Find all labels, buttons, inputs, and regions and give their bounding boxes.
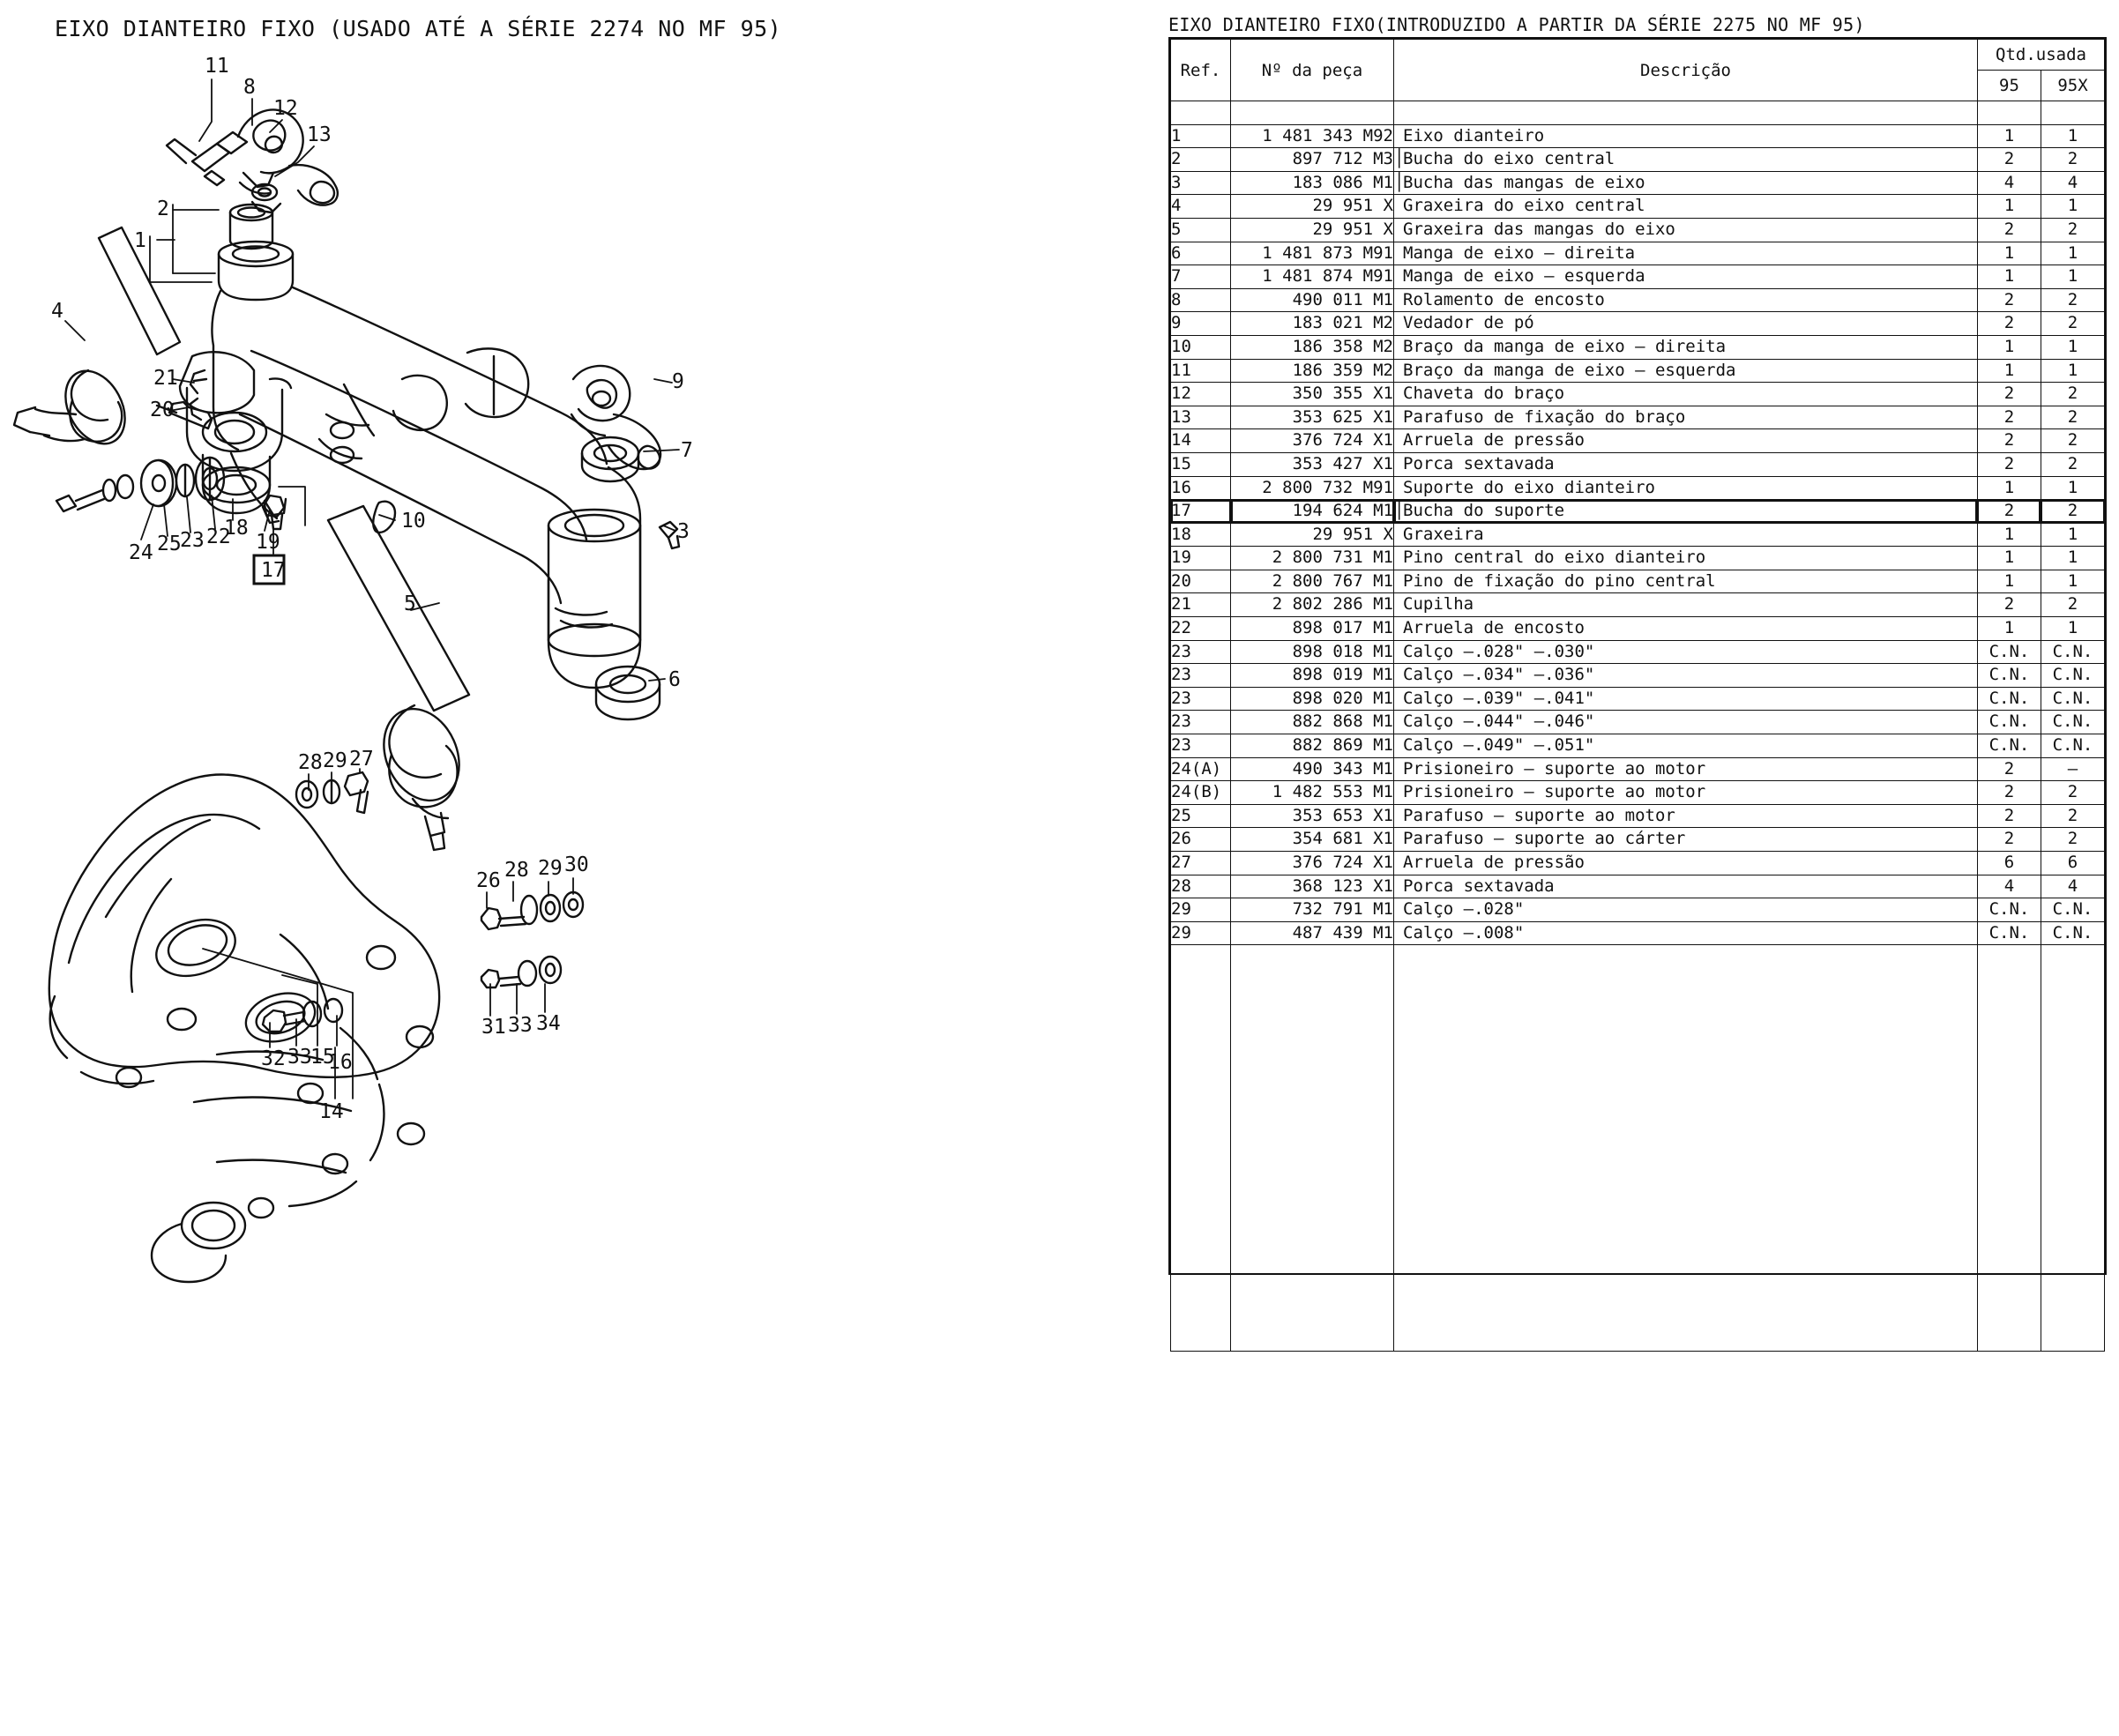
cell-part-no: 29 951 X [1231, 195, 1394, 219]
cell-part-no: 29 951 X [1231, 523, 1394, 547]
cell-description: Arruela de encosto [1394, 617, 1978, 641]
callout-14: 14 [319, 1100, 344, 1123]
cell-qty-95: 2 [1977, 593, 2041, 617]
cell-part-no: 1 482 553 M1 [1231, 781, 1394, 805]
cell-qty-95x: C.N. [2041, 898, 2104, 922]
callout-20: 20 [150, 399, 175, 421]
cell-ref: 13 [1171, 406, 1231, 429]
figure-title: EIXO DIANTEIRO FIXO (USADO ATÉ A SÉRIE 2274 NO MF 95) [55, 16, 782, 41]
cell-qty-95x: 2 [2041, 218, 2104, 242]
cell-description: Prisioneiro – suporte ao motor [1394, 757, 1978, 781]
table-row[interactable] [1171, 593, 2105, 617]
cell-qty-95x: 6 [2041, 852, 2104, 875]
cell-description: Chaveta do braço [1394, 383, 1978, 406]
cell-qty-95: 2 [1977, 406, 2041, 429]
cell-description: Calço –.039" –.041" [1394, 687, 1978, 711]
cell-ref: 6 [1171, 242, 1231, 265]
cell-qty-95x: 2 [2041, 804, 2104, 828]
cell-part-no: 350 355 X1 [1231, 383, 1394, 406]
cell-part-no: 353 653 X1 [1231, 804, 1394, 828]
callout-29-top: 29 [323, 749, 347, 772]
part-seal-7 [582, 437, 638, 481]
cell-qty-95x: C.N. [2041, 711, 2104, 734]
cell-qty-95: 2 [1977, 828, 2041, 852]
cell-ref: 26 [1171, 828, 1231, 852]
callout-labels [51, 55, 693, 1123]
cell-qty-95: 2 [1977, 383, 2041, 406]
cell-ref: 9 [1171, 312, 1231, 336]
cell-description: Calço –.044" –.046" [1394, 711, 1978, 734]
cell-ref: 14 [1171, 429, 1231, 453]
cell-qty-95: 2 [1977, 781, 2041, 805]
cell-qty-95: 1 [1977, 617, 2041, 641]
table-row[interactable] [1171, 781, 2105, 805]
callout-9: 9 [672, 370, 684, 393]
callout-11: 11 [205, 55, 229, 78]
cell-part-no: 353 427 X1 [1231, 452, 1394, 476]
table-row[interactable] [1171, 195, 2105, 219]
cell-description: Porca sextavada [1394, 452, 1978, 476]
callout-33b: 33 [508, 1014, 533, 1037]
callout-5: 5 [404, 592, 416, 615]
cell-ref: 3 [1171, 171, 1231, 195]
callout-15: 15 [310, 1046, 335, 1069]
table-row[interactable] [1171, 288, 2105, 312]
cell-qty-95: 1 [1977, 359, 2041, 383]
cell-qty-95x: 1 [2041, 124, 2104, 148]
cell-qty-95x: 2 [2041, 288, 2104, 312]
cell-qty-95x: 2 [2041, 828, 2104, 852]
callout-32: 32 [261, 1047, 286, 1070]
callout-1: 1 [134, 229, 146, 252]
part-axle-support-casting [49, 775, 439, 1282]
cell-description: Parafuso de fixação do braço [1394, 406, 1978, 429]
cell-description: Pino de fixação do pino central [1394, 570, 1978, 593]
cell-qty-95: 4 [1977, 875, 2041, 898]
cell-qty-95: 2 [1977, 500, 2041, 524]
cell-part-no: 2 800 767 M1 [1231, 570, 1394, 593]
cell-part-no: 898 017 M1 [1231, 617, 1394, 641]
cell-description: Calço –.028" –.030" [1394, 640, 1978, 664]
cell-qty-95: 1 [1977, 265, 2041, 289]
cell-part-no: 29 951 X [1231, 218, 1394, 242]
cell-ref: 23 [1171, 640, 1231, 664]
cell-qty-95: 6 [1977, 852, 2041, 875]
cell-qty-95x: 1 [2041, 476, 2104, 500]
cell-part-no: 487 439 M1 [1231, 921, 1394, 945]
table-row[interactable] [1171, 312, 2105, 336]
callout-8: 8 [243, 76, 256, 99]
th-ref: Ref. [1171, 40, 1231, 101]
cell-qty-95x: 2 [2041, 148, 2104, 172]
cell-ref: 29 [1171, 921, 1231, 945]
cell-qty-95: C.N. [1977, 734, 2041, 758]
cell-part-no: 897 712 M3 [1231, 148, 1394, 172]
cell-ref: 24(A) [1171, 757, 1231, 781]
callout-26: 26 [476, 869, 501, 892]
cell-qty-95x: 2 [2041, 406, 2104, 429]
table-row[interactable] [1171, 547, 2105, 570]
cell-ref: 22 [1171, 617, 1231, 641]
cell-qty-95x: 1 [2041, 335, 2104, 359]
table-row[interactable] [1171, 921, 2105, 945]
cell-qty-95x: 4 [2041, 875, 2104, 898]
cell-qty-95: 1 [1977, 195, 2041, 219]
table-row[interactable] [1171, 852, 2105, 875]
table-row[interactable] [1171, 640, 2105, 664]
table-row[interactable] [1171, 383, 2105, 406]
cell-part-no: 898 020 M1 [1231, 687, 1394, 711]
cell-qty-95x: 2 [2041, 593, 2104, 617]
cell-qty-95: 2 [1977, 429, 2041, 453]
cell-description: Calço –.049" –.051" [1394, 734, 1978, 758]
parts-table-panel [1151, 0, 2119, 1736]
cell-qty-95: 2 [1977, 312, 2041, 336]
cell-ref: 18 [1171, 523, 1231, 547]
table-row[interactable] [1171, 429, 2105, 453]
part-steering-arm-right-9 [571, 366, 660, 469]
cell-description: Eixo dianteiro [1394, 124, 1978, 148]
cell-qty-95: 2 [1977, 804, 2041, 828]
cell-part-no: 186 358 M2 [1231, 335, 1394, 359]
cell-qty-95: C.N. [1977, 898, 2041, 922]
cell-qty-95x: 2 [2041, 781, 2104, 805]
cell-ref: 7 [1171, 265, 1231, 289]
table-row[interactable] [1171, 617, 2105, 641]
table-row[interactable] [1171, 875, 2105, 898]
callout-28-top: 28 [298, 751, 323, 774]
cell-qty-95x: 1 [2041, 570, 2104, 593]
callout-13: 13 [307, 123, 332, 146]
cell-ref: 16 [1171, 476, 1231, 500]
part-spindle-lower-5 [328, 506, 474, 850]
cell-qty-95: 2 [1977, 288, 2041, 312]
cell-ref: 28 [1171, 875, 1231, 898]
cell-qty-95: 1 [1977, 242, 2041, 265]
cell-ref: 25 [1171, 804, 1231, 828]
callout-19: 19 [256, 531, 280, 554]
cell-part-no: 1 481 873 M91 [1231, 242, 1394, 265]
cell-ref: 29 [1171, 898, 1231, 922]
cell-part-no: 882 869 M1 [1231, 734, 1394, 758]
cell-ref: 23 [1171, 734, 1231, 758]
table-row[interactable] [1171, 406, 2105, 429]
callout-17-highlight [254, 555, 286, 584]
cell-description: Graxeira [1394, 523, 1978, 547]
callout-10: 10 [401, 510, 426, 533]
cell-qty-95: 4 [1977, 171, 2041, 195]
cell-description: │Bucha do eixo central [1394, 148, 1978, 172]
table-row[interactable] [1171, 359, 2105, 383]
callout-28-mid: 28 [504, 859, 529, 882]
cell-qty-95: C.N. [1977, 711, 2041, 734]
cell-qty-95: C.N. [1977, 640, 2041, 664]
cell-qty-95: 1 [1977, 547, 2041, 570]
callout-24: 24 [129, 541, 153, 564]
cell-ref: 1 [1171, 124, 1231, 148]
cell-description: Calço –.034" –.036" [1394, 664, 1978, 688]
cell-ref: 23 [1171, 687, 1231, 711]
part-bushing-6 [596, 667, 660, 719]
cell-ref: 4 [1171, 195, 1231, 219]
cell-qty-95x: 2 [2041, 383, 2104, 406]
table-row[interactable] [1171, 500, 2105, 524]
table-tail-row [1171, 945, 2105, 1352]
cell-part-no: 2 800 732 M91 [1231, 476, 1394, 500]
cell-qty-95x: C.N. [2041, 640, 2104, 664]
cell-qty-95x: 1 [2041, 265, 2104, 289]
cell-ref: 11 [1171, 359, 1231, 383]
table-header [1171, 40, 2105, 101]
cell-qty-95x: 2 [2041, 500, 2104, 524]
parts-table-box [1168, 37, 2107, 1275]
table-row[interactable] [1171, 711, 2105, 734]
part-center-pin-19 [265, 495, 284, 529]
cell-qty-95x: 2 [2041, 452, 2104, 476]
cell-part-no: 1 481 343 M92 [1231, 124, 1394, 148]
cell-description: │Bucha do suporte [1394, 500, 1978, 524]
callout-27: 27 [349, 748, 374, 771]
cell-qty-95: 2 [1977, 218, 2041, 242]
cell-qty-95x: C.N. [2041, 921, 2104, 945]
cell-qty-95x: 4 [2041, 171, 2104, 195]
cell-part-no: 376 724 X1 [1231, 429, 1394, 453]
cell-description: Manga de eixo – direita [1394, 242, 1978, 265]
cell-qty-95: 1 [1977, 570, 2041, 593]
cell-qty-95x: 1 [2041, 195, 2104, 219]
cell-qty-95x: C.N. [2041, 687, 2104, 711]
svg-text:17: 17 [261, 559, 286, 582]
callout-7: 7 [681, 439, 693, 462]
part-washer-group [56, 458, 224, 511]
cell-part-no: 732 791 M1 [1231, 898, 1394, 922]
part-fasteners-lower-row [481, 957, 561, 987]
table-body [1171, 101, 2105, 1352]
cell-description: Graxeira das mangas do eixo [1394, 218, 1978, 242]
cell-ref: 20 [1171, 570, 1231, 593]
cell-description: Prisioneiro – suporte ao motor [1394, 781, 1978, 805]
cell-part-no: 490 011 M1 [1231, 288, 1394, 312]
cell-description: Porca sextavada [1394, 875, 1978, 898]
cell-qty-95: 2 [1977, 148, 2041, 172]
callout-29-mid: 29 [538, 857, 563, 880]
cell-qty-95x: C.N. [2041, 664, 2104, 688]
cell-ref: 21 [1171, 593, 1231, 617]
cell-description: Suporte do eixo dianteiro [1394, 476, 1978, 500]
table-row[interactable] [1171, 124, 2105, 148]
cell-ref: 17 [1171, 500, 1231, 524]
cell-part-no: 898 018 M1 [1231, 640, 1394, 664]
table-row[interactable] [1171, 828, 2105, 852]
cell-part-no: 2 800 731 M1 [1231, 547, 1394, 570]
cell-description: Braço da manga de eixo – esquerda [1394, 359, 1978, 383]
cell-description: Pino central do eixo dianteiro [1394, 547, 1978, 570]
cell-part-no: 490 343 M1 [1231, 757, 1394, 781]
cell-ref: 10 [1171, 335, 1231, 359]
table-row[interactable] [1171, 664, 2105, 688]
cell-qty-95: 1 [1977, 335, 2041, 359]
table-row[interactable] [1171, 218, 2105, 242]
cell-qty-95x: 1 [2041, 359, 2104, 383]
callout-25: 25 [157, 533, 182, 555]
cell-qty-95: C.N. [1977, 687, 2041, 711]
cell-qty-95: 1 [1977, 476, 2041, 500]
cell-part-no: 376 724 X1 [1231, 852, 1394, 875]
cell-qty-95x: 1 [2041, 617, 2104, 641]
cell-ref: 15 [1171, 452, 1231, 476]
table-pad-row [1171, 101, 2105, 125]
th-qty-95x: 95X [2041, 71, 2104, 101]
table-row[interactable] [1171, 148, 2105, 172]
cell-description: Braço da manga de eixo – direita [1394, 335, 1978, 359]
cell-description: Calço –.028" [1394, 898, 1978, 922]
cell-part-no: 353 625 X1 [1231, 406, 1394, 429]
cell-ref: 27 [1171, 852, 1231, 875]
cell-qty-95: C.N. [1977, 921, 2041, 945]
cell-part-no: 898 019 M1 [1231, 664, 1394, 688]
cell-qty-95x: 2 [2041, 429, 2104, 453]
cell-ref: 23 [1171, 664, 1231, 688]
cell-description: Cupilha [1394, 593, 1978, 617]
table-row[interactable] [1171, 804, 2105, 828]
callout-16: 16 [328, 1051, 353, 1074]
cell-part-no: 354 681 X1 [1231, 828, 1394, 852]
cell-qty-95: 1 [1977, 523, 2041, 547]
cell-description: Manga de eixo – esquerda [1394, 265, 1978, 289]
cell-ref: 19 [1171, 547, 1231, 570]
callout-30: 30 [564, 853, 589, 876]
cell-ref: 8 [1171, 288, 1231, 312]
cell-description: Vedador de pó [1394, 312, 1978, 336]
cell-description: Graxeira do eixo central [1394, 195, 1978, 219]
callout-4: 4 [51, 300, 63, 323]
table-row[interactable] [1171, 335, 2105, 359]
callout-31: 31 [481, 1016, 506, 1039]
cell-ref: 24(B) [1171, 781, 1231, 805]
cell-qty-95: 2 [1977, 757, 2041, 781]
th-qty-95: 95 [1977, 71, 2041, 101]
cell-ref: 23 [1171, 711, 1231, 734]
cell-ref: 12 [1171, 383, 1231, 406]
table-row[interactable] [1171, 476, 2105, 500]
callout-18: 18 [224, 517, 249, 540]
table-row[interactable] [1171, 757, 2105, 781]
callout-21: 21 [153, 367, 178, 390]
cell-description: Arruela de pressão [1394, 429, 1978, 453]
cell-description: Parafuso – suporte ao motor [1394, 804, 1978, 828]
part-front-axle-beam [212, 242, 640, 688]
callout-23: 23 [180, 529, 205, 552]
cell-qty-95x: C.N. [2041, 734, 2104, 758]
cell-qty-95x: 1 [2041, 547, 2104, 570]
cell-qty-95: 1 [1977, 124, 2041, 148]
cell-qty-95: 2 [1977, 452, 2041, 476]
table-row[interactable] [1171, 171, 2105, 195]
cell-description: Parafuso – suporte ao cárter [1394, 828, 1978, 852]
cell-description: Calço –.008" [1394, 921, 1978, 945]
callout-33: 33 [287, 1046, 312, 1069]
cell-part-no: 183 021 M2 [1231, 312, 1394, 336]
cell-part-no: 368 123 X1 [1231, 875, 1394, 898]
callout-3: 3 [677, 520, 690, 543]
cell-part-no: 194 624 M1 [1231, 500, 1394, 524]
cell-description: │Bucha das mangas de eixo [1394, 171, 1978, 195]
cell-part-no: 1 481 874 M91 [1231, 265, 1394, 289]
parts-table [1170, 39, 2105, 1352]
cell-ref: 5 [1171, 218, 1231, 242]
part-fasteners-mid-row [481, 892, 583, 929]
cell-description: Arruela de pressão [1394, 852, 1978, 875]
callout-6: 6 [668, 668, 681, 691]
table-row[interactable] [1171, 570, 2105, 593]
cell-qty-95: C.N. [1977, 664, 2041, 688]
cell-qty-95x: 2 [2041, 312, 2104, 336]
table-row[interactable] [1171, 265, 2105, 289]
cell-qty-95x: 1 [2041, 242, 2104, 265]
table-row[interactable] [1171, 734, 2105, 758]
callout-22: 22 [206, 525, 231, 548]
callout-34: 34 [536, 1012, 561, 1035]
th-description: Descrição [1394, 40, 1978, 101]
callout-2: 2 [157, 197, 169, 220]
table-row[interactable] [1171, 687, 2105, 711]
table-title: EIXO DIANTEIRO FIXO(INTRODUZIDO A PARTIR DA SÉRIE 2275 NO MF 95) [1168, 14, 1865, 35]
cell-part-no: 183 086 M1 [1231, 171, 1394, 195]
cell-part-no: 882 868 M1 [1231, 711, 1394, 734]
table-row[interactable] [1171, 898, 2105, 922]
cell-ref: 2 [1171, 148, 1231, 172]
cell-description: Rolamento de encosto [1394, 288, 1978, 312]
cell-qty-95x: – [2041, 757, 2104, 781]
callout-12: 12 [273, 97, 298, 120]
cell-part-no: 186 359 M2 [1231, 359, 1394, 383]
th-part-no: Nº da peça [1231, 40, 1394, 101]
table-row[interactable] [1171, 523, 2105, 547]
table-row[interactable] [1171, 452, 2105, 476]
th-qty-group: Qtd.usada [1977, 40, 2104, 71]
cell-part-no: 2 802 286 M1 [1231, 593, 1394, 617]
table-row[interactable] [1171, 242, 2105, 265]
cell-qty-95x: 1 [2041, 523, 2104, 547]
